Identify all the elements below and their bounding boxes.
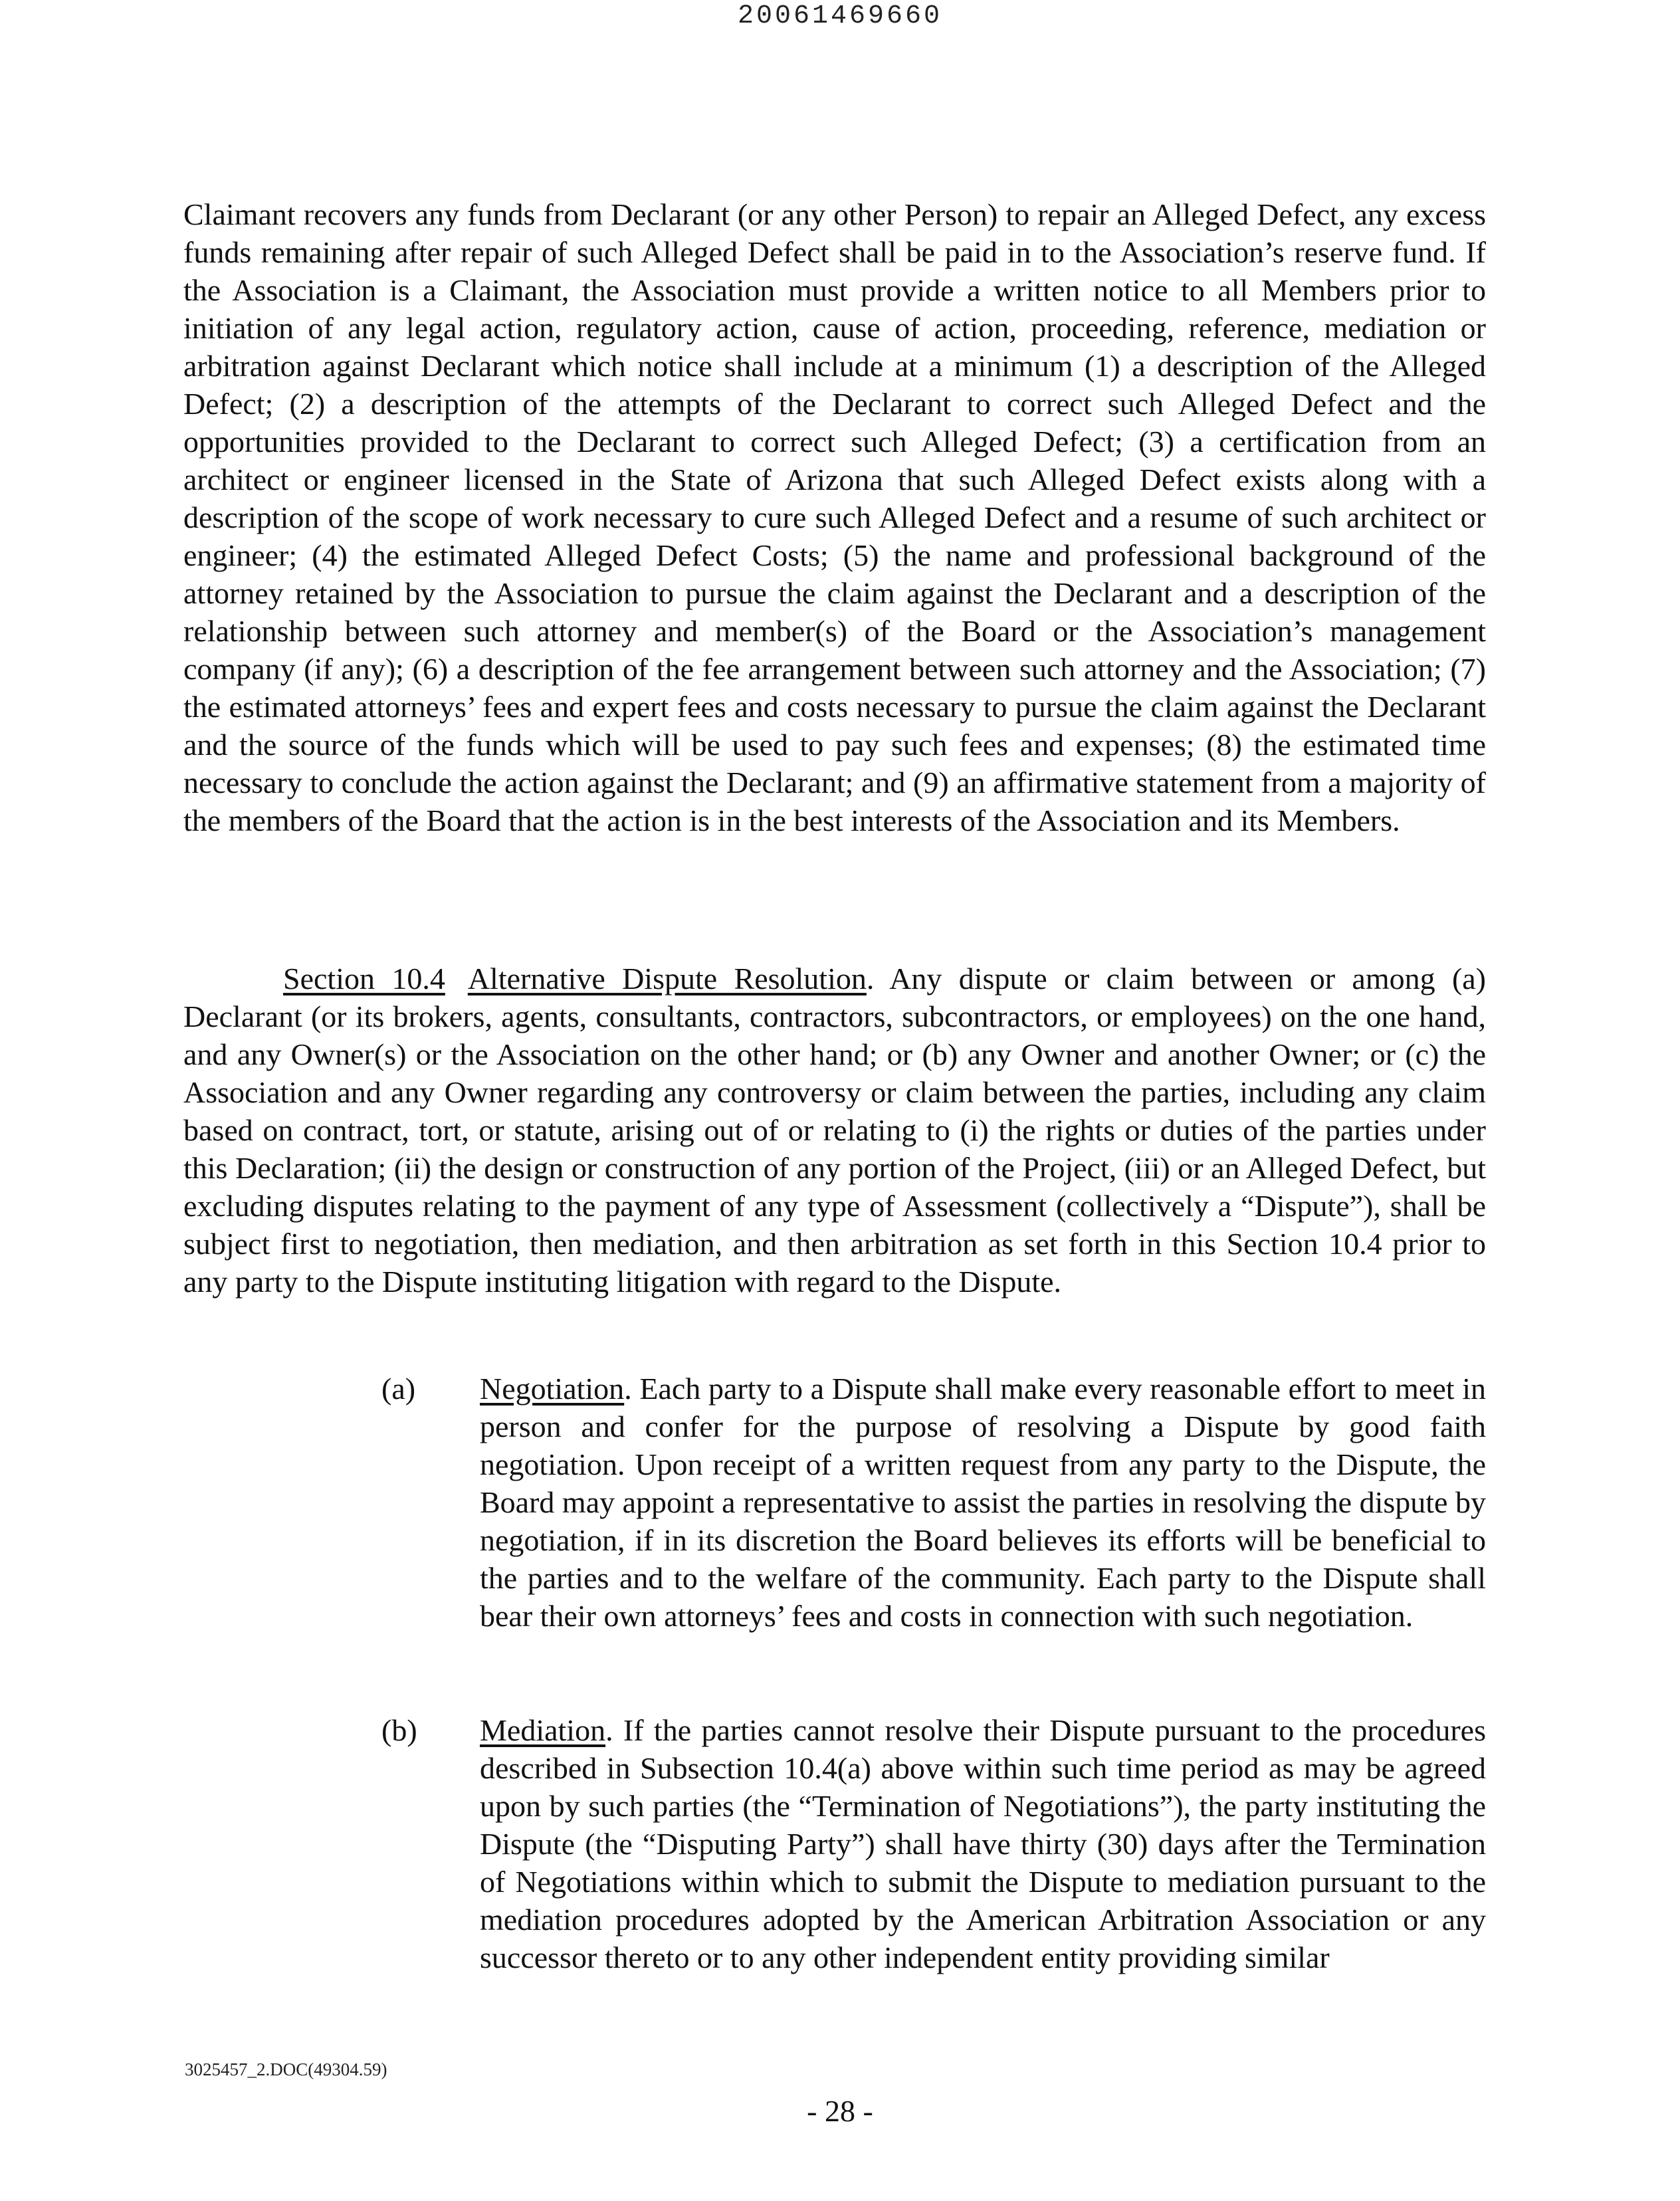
subsection-b-title: Mediation bbox=[480, 1713, 606, 1747]
subsection-b-mediation bbox=[480, 1711, 1486, 1976]
subsection-a-label: (a) bbox=[381, 1372, 416, 1406]
section-10-4-paragraph bbox=[183, 960, 1486, 1301]
subsection-a-negotiation bbox=[480, 1370, 1486, 1635]
file-reference: 3025457_2.DOC(49304.59) bbox=[185, 2059, 387, 2079]
subsection-a-text: . Each party to a Dispute shall make every reasonable effort to meet in person and confer for the purpose of resolving a Dispute by good faith negotiation. Upon receipt of a written request from any party to the Dispute, the Board may appoint a representative to assist the parties in resolving the dispute by negotiation, if in its discretion the Board believes its efforts will be beneficial to the parties and to the welfare of the community. Each party to the Dispute shall bear their own attorneys’ fees and costs in connection with such negotiation. bbox=[480, 1372, 1486, 1633]
section-title: Alternative Dispute Resolution bbox=[467, 962, 867, 996]
page-number: - 28 - bbox=[807, 2094, 873, 2128]
section-text: . Any dispute or claim between or among (a) Declarant (or its brokers, agents, consultants, contractors, subcontractors, or employees) on the one hand, and any Owner(s) or the Association on the other hand; or (b) any Owner and another Owner; or (c) the Association and any Owner regarding any controversy or claim between the parties, including any claim based on contract, tort, or statute, arising out of or relating to (i) the rights or duties of the parties under this Declaration; (ii) the design or construction of any portion of the Project, (iii) or an Alleged Defect, but excluding disputes relating to the payment of any type of Assessment (collectively a “Dispute”), shall be subject first to negotiation, then mediation, and then arbitration as set forth in this Section 10.4 prior to any party to the Dispute instituting litigation with regard to the Dispute. bbox=[183, 962, 1486, 1299]
subsection-a-title: Negotiation bbox=[480, 1372, 625, 1406]
subsection-b-label: (b) bbox=[381, 1713, 417, 1747]
document-number: 20061469660 bbox=[737, 1, 943, 31]
paragraph-claimant-recovery: Claimant recovers any funds from Declarant (or any other Person) to repair an Alleged Defect, any excess funds remaining after repair of such Alleged Defect shall be paid in to the Association’s reserve fund. If the Association is a Claimant, the Association must provide a written notice to all Members prior to initiation of any legal action, regulatory action, cause of action, proceeding, reference, mediation or arbitration against Declarant which notice shall include at a minimum (1) a description of the Alleged Defect; (2) a description of the attempts of the Declarant to correct such Alleged Defect and the opportunities provided to the Declarant to correct such Alleged Defect; (3) a certification from an architect or engineer licensed in the State of Arizona that such Alleged Defect exists along with a description of the scope of work necessary to cure such Alleged Defect and a resume of such architect or engineer; (4) the estimated Alleged Defect Costs; (5) the name and professional background of the attorney retained by the Association to pursue the claim against the Declarant and a description of the relationship between such attorney and member(s) of the Board or the Association’s management company (if any); (6) a description of the fee arrangement between such attorney and the Association; (7) the estimated attorneys’ fees and expert fees and costs necessary to pursue the claim against the Declarant and the source of the funds which will be used to pay such fees and expenses; (8) the estimated time necessary to conclude the action against the Declarant; and (9) an affirmative statement from a majority of the members of the Board that the action is in the best interests of the Association and its Members. bbox=[183, 197, 1486, 837]
subsection-b-text: . If the parties cannot resolve their Dispute pursuant to the procedures described in Subsection 10.4(a) above within such time period as may be agreed upon by such parties (the “Termination of Negotiations”), the party instituting the Dispute (the “Disputing Party”) shall have thirty (30) days after the Termination of Negotiations within which to submit the Dispute to mediation pursuant to the mediation procedures adopted by the American Arbitration Association or any successor thereto or to any other independent entity providing similar bbox=[480, 1713, 1486, 1974]
section-number: Section 10.4 bbox=[283, 962, 445, 996]
